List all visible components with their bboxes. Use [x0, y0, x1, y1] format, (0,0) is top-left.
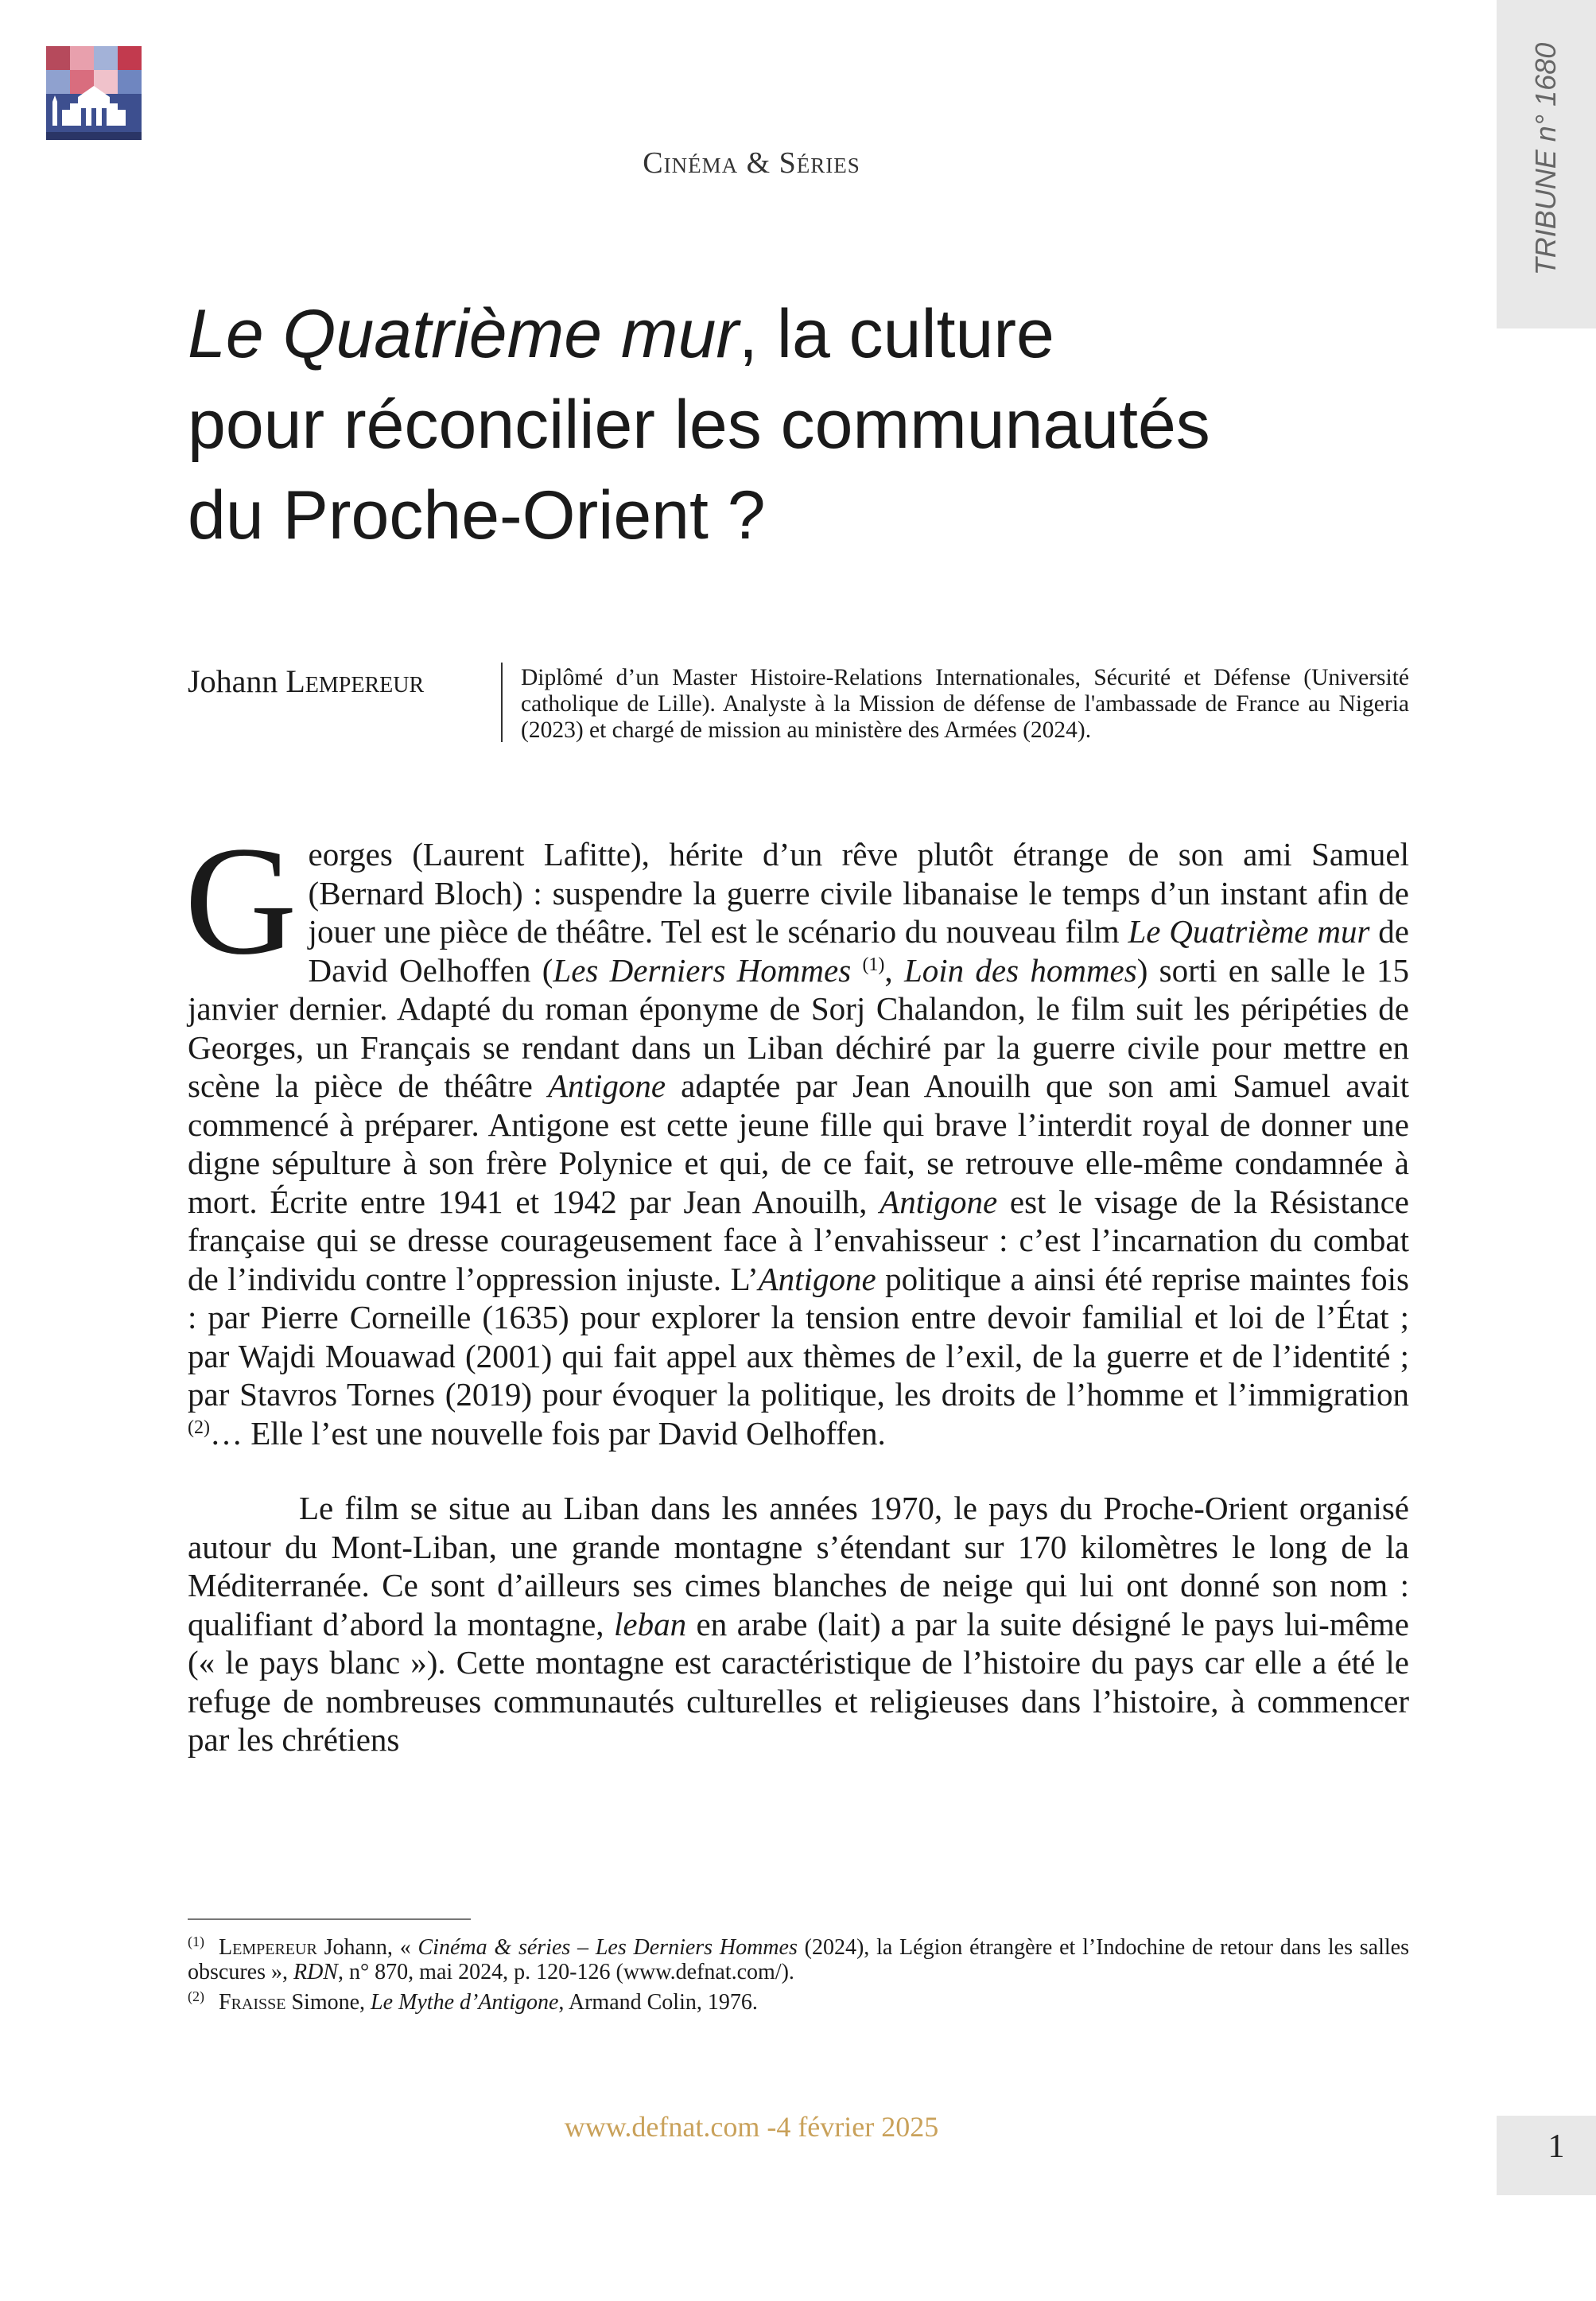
footnote-title: Le Mythe d’Antigone — [371, 1990, 559, 2015]
tribune-number: TRIBUNE n° 1680 — [1529, 42, 1562, 276]
text-run: , Armand Colin, 1976. — [558, 1990, 758, 2015]
text-run: , — [884, 951, 904, 989]
play-title-emphasis: Antigone — [758, 1260, 876, 1297]
body-paragraph-1 — [184, 814, 1410, 1452]
drop-cap: G — [184, 814, 297, 987]
footnote-number: (2) — [188, 1988, 204, 2004]
body-paragraph-2 — [188, 1489, 1409, 1759]
title-film-name: Le Quatrième mur — [188, 296, 740, 372]
text-run: (2024), la Légion étrangère et l’Indochine de retour dans les salles obscures », — [188, 1935, 1409, 1984]
article-body — [184, 814, 1410, 1759]
footnote-divider — [188, 1918, 471, 1920]
author-bio: Diplômé d’un Master Histoire-Relations Internationales, Sécurité et Défense (Université catholique de Lille). Analyste à la Mission de défense de l'ambassade de France au Nigeria (2023) et chargé de mission au ministère des Armées (2024). — [521, 665, 1409, 743]
footnote-title: Cinéma & séries – Les Derniers Hommes — [417, 1935, 798, 1960]
text-run: est le visage de la Résistance française qui se dresse courageusement face à l’envahisseur : c’est l’incarnation du combat de l’individu contre l’oppression injuste. L’ — [188, 1183, 1409, 1297]
footer-url-date[interactable]: www.defnat.com -4 février 2025 — [564, 2111, 939, 2143]
text-run: , n° 870, mai 2024, p. 120-126 (www.defnat.com/). — [337, 1960, 794, 1984]
author-first-name: Johann — [188, 663, 278, 699]
title-line-1-rest: , la culture — [739, 296, 1054, 372]
play-title-emphasis: Antigone — [880, 1183, 998, 1220]
footnotes — [188, 1930, 1409, 2015]
film-title-emphasis: Le Quatrième mur — [1128, 913, 1370, 950]
text-run: Johann, « — [316, 1935, 418, 1960]
film-title-emphasis: Les Derniers Hommes — [553, 951, 852, 989]
page-number: 1 — [1547, 2128, 1565, 2165]
footnote-2 — [188, 1984, 1409, 2015]
text-run: de David Oelhoffen ( — [308, 913, 1409, 989]
footnote-ref-1[interactable]: (1) — [862, 954, 885, 975]
author-last-name: Lempereur — [285, 663, 425, 699]
footnote-number: (1) — [188, 1934, 204, 1949]
footnote-journal: RDN — [293, 1960, 338, 1984]
word-emphasis: leban — [614, 1605, 687, 1642]
footnote-1 — [188, 1930, 1409, 1984]
logo-graphic — [46, 46, 142, 140]
text-run: en arabe (lait) a par la suite désigné le pays lui-même (« le pays blanc »). Cette montagne est caractéristique de l’histoire du pays car elle a été le refuge de nombreuses communautés culturelles et religieuses dans l’histoire, à commencer par les chrétiens — [188, 1605, 1409, 1758]
text-run: Simone, — [285, 1990, 371, 2015]
footnote-author: Lempereur — [219, 1935, 317, 1960]
text-run: ) sorti en salle le 15 janvier dernier. Adapté du roman éponyme de Sorj Chalandon, le film suit les péripéties de Georges, un Français se rendant dans un Liban déchiré par la guerre civile pour mettre en scène la pièce de théâtre — [188, 951, 1410, 1104]
rubric-label: Cinéma & Séries — [643, 146, 860, 180]
text-run: politique a ainsi été reprise maintes fois : par Pierre Corneille (1635) pour explorer la tension entre devoir familial et loi de l’État ; par Wajdi Mouawad (2001) qui fait appel aux thèmes de l’exil, de la guerre et de l’identité ; par Stavros Tornes (2019) pour évoquer la politique, les droits de l’homme et l’immigration — [188, 1260, 1409, 1413]
article-title — [188, 289, 1492, 561]
author-name — [188, 663, 424, 701]
footnote-ref-2[interactable]: (2) — [188, 1417, 210, 1438]
text-run: eorges (Laurent Lafitte), hérite d’un rêve plutôt étrange de son ami Samuel (Bernard Bloch) : suspendre la guerre civile libanaise le temps d’un instant afin de jouer une pièce de théâtre. Tel est le scénario du nouveau film — [308, 836, 1409, 950]
play-title-emphasis: Antigone — [548, 1067, 666, 1104]
text-run: Le film se situe au Liban dans les années 1970, le pays du Proche-Orient organisé autour du Mont-Liban, une grande montagne s’étendant sur 170 kilomètres le long de la Méditerranée. Ce sont d’ailleurs ses cimes blanches de neige qui lui ont donné son nom : qualifiant d’abord la montagne, — [188, 1490, 1409, 1642]
author-bio-divider — [501, 663, 503, 742]
text-run: adaptée par Jean Anouilh que son ami Samuel avait commencé à préparer. Antigone est cette jeune fille qui brave l’interdit royal de donner une digne sépulture à son frère Polynice et qui, de ce fait, se retrouve elle-même condamnée à mort. Écrite entre 1941 et 1942 par Jean Anouilh, — [188, 1067, 1409, 1220]
institution-building-logo — [46, 46, 142, 140]
film-title-emphasis: Loin des hommes — [903, 951, 1137, 989]
title-line-3: du Proche-Orient ? — [188, 477, 766, 554]
tribune-side-tab — [1497, 0, 1596, 328]
footnote-author: Fraisse — [219, 1990, 286, 2015]
text-run: … Elle l’est une nouvelle fois par David Oelhoffen. — [209, 1414, 886, 1452]
title-line-2: pour réconcilier les communautés — [188, 387, 1210, 463]
